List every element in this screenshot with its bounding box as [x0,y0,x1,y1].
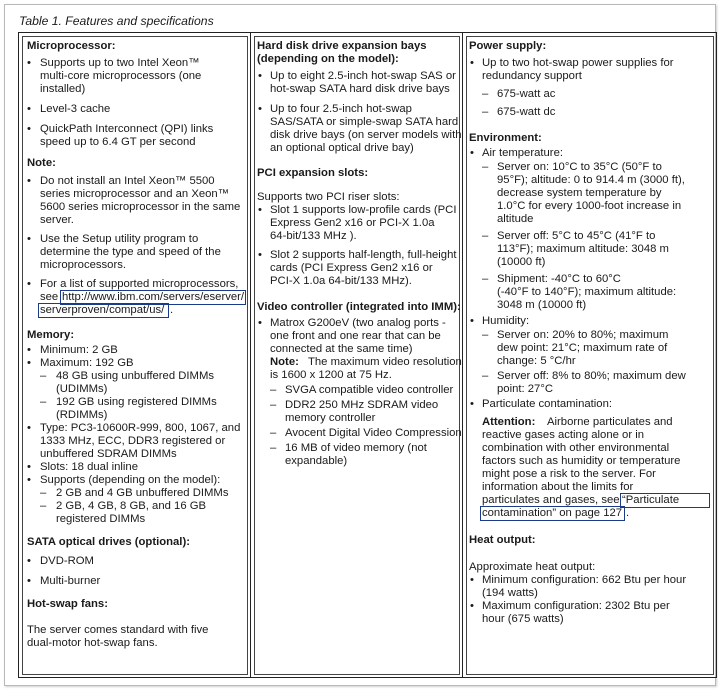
table-column-2 [251,33,463,677]
text-line: Up to two hot-swap power supplies for [482,57,674,69]
dash: – [482,370,489,382]
text-line: Humidity: [482,315,530,327]
microprocessor-heading: Microprocessor: [27,40,116,52]
power-heading: Power supply: [469,40,547,52]
bullet: • [258,103,262,115]
column-1-cell [22,36,248,675]
bullet: • [27,422,31,434]
text-line: QuickPath Interconnect (QPI) links [40,123,214,135]
text-line: one front and one rear that can be [270,330,441,342]
text-line: particulates and gases, see [482,494,620,506]
text-line: see [40,291,59,303]
text-line: DDR2 250 MHz SDRAM video [285,399,439,411]
note-heading: Note: [27,157,56,169]
text-line: factors such as humidity or temperature [482,455,681,467]
text-line: multi-core microprocessors (one [40,70,202,82]
text-line: (UDIMMs) [56,383,108,395]
sata-heading: SATA optical drives (optional): [27,536,190,548]
text-line: Type: PC3-10600R-999, 800, 1067, and [40,422,241,434]
text-line: For a list of supported microprocessors, [40,278,239,290]
pci-heading: PCI expansion slots: [257,167,369,179]
bullet: • [258,70,262,82]
bullet: • [258,317,262,329]
text-line: dual-motor hot-swap fans. [27,637,158,649]
text-line: registered DIMMs [56,513,146,525]
text-line: Up to eight 2.5-inch hot-swap SAS or [270,70,456,82]
text-line: an optional optical drive bay) [270,142,414,154]
text-line: 16 MB of video memory (not [285,442,427,454]
bullet: • [470,398,474,410]
text-line: 1.0°C for every 1000-foot increase in [497,200,682,212]
dash: – [482,106,489,118]
contamination-link-line-1[interactable]: “Particulate [622,494,680,506]
text-line: series microprocessor and an Xeon™ [40,188,229,200]
bullet: • [470,315,474,327]
text-line: information about the limits for [482,481,634,493]
text-line: . [170,304,174,316]
bullet: • [27,175,31,187]
text-line: PCI-X 1.0a 64-bit/133 MHz). [270,275,412,287]
text-line: (194 watts) [482,587,538,599]
text-line: Server off: 5°C to 45°C (41°F to [497,230,656,242]
contamination-link-line-2[interactable]: contamination” on page 127 [482,507,623,519]
text-line: Express Gen2 x16 or PCI-X 1.0a [270,217,435,229]
text-line: Slot 2 supports half-length, full-height [270,249,457,261]
text-line: Server on: 10°C to 35°C (50°F to [497,161,662,173]
text-line: 113°F); maximum altitude: 3048 m [497,243,669,255]
text-line: cards (PCI Express Gen2 x16 or [270,262,433,274]
environment-heading: Environment: [469,132,542,144]
text-line: (10000 ft) [497,256,546,268]
dash: – [40,396,47,408]
bullet: • [27,278,31,290]
bullet: • [258,249,262,261]
dash: – [482,329,489,341]
bullet: • [470,600,474,612]
text-line: Supports up to two Intel Xeon™ [40,57,200,69]
bullet: • [27,233,31,245]
dash: – [270,399,277,411]
text-line: Supports two PCI riser slots: [257,191,400,203]
bullet: • [27,575,31,587]
bullet: • [470,574,474,586]
column-3-cell [466,36,714,675]
text-line: (RDIMMs) [56,409,108,421]
text-line: reactive gases acting alone or in [482,429,645,441]
table-column-1 [19,33,251,677]
text-line: Up to four 2.5-inch hot-swap [270,103,412,115]
table-caption: Table 1. Features and specifications [19,14,214,28]
dash: – [482,88,489,100]
text-line: 48 GB using unbuffered DIMMs [56,370,215,382]
text-line: 3048 m (10000 ft) [497,299,587,311]
text-line: 675-watt ac [497,88,556,100]
text-line: altitude [497,213,534,225]
text-line: installed) [40,83,86,95]
dash: – [482,273,489,285]
text-line: Maximum: 192 GB [40,357,134,369]
bullet: • [27,357,31,369]
text-line: Air temperature: [482,147,563,159]
text-line: change: 5 °C/hr [497,355,576,367]
text-line: Shipment: -40°C to 60°C [497,273,621,285]
text-line: 2 GB and 4 GB unbuffered DIMMs [56,487,229,499]
text-line: speed up to 6.4 GT per second [40,136,196,148]
bullet: • [27,555,31,567]
text-line: disk drive bays (on server models with [270,129,462,141]
hdd-heading-line-1: Hard disk drive expansion bays [257,40,427,52]
features-table [18,32,717,678]
text-line: dew point: 21°C; maximum rate of [497,342,668,354]
hdd-heading-line-2: (depending on the model): [257,53,399,65]
bullet: • [27,103,31,115]
dash: – [40,370,47,382]
text-line: 2 GB, 4 GB, 8 GB, and 16 GB [56,500,207,512]
text-line: Server off: 8% to 80%; maximum dew [497,370,686,382]
text-line: 64-bit/133 MHz ). [270,230,357,242]
text-line: Minimum configuration: 662 Btu per hour [482,574,687,586]
text-line: (-40°F to 140°F); maximum altitude: [497,286,677,298]
text-line: Avocent Digital Video Compression [285,427,462,439]
dash: – [270,427,277,439]
text-line: might pose a risk to the server. For [482,468,656,480]
text-line: Particulate contamination: [482,398,612,410]
heat-output-heading: Heat output: [469,534,536,546]
serverproven-link-line-2[interactable]: serverproven/compat/us/ [40,304,165,316]
column-2-cell [254,36,460,675]
text-line: Do not install an Intel Xeon™ 5500 [40,175,215,187]
text-line: expandable) [285,455,348,467]
bullet: • [470,147,474,159]
text-line: Approximate heat output: [469,561,596,573]
text-line: Use the Setup utility program to [40,233,199,245]
dash: – [270,384,277,396]
fans-heading: Hot-swap fans: [27,598,108,610]
text-line: server. [40,214,74,226]
bullet: • [27,461,31,473]
bullet: • [258,204,262,216]
text-line: 192 GB using registered DIMMs [56,396,217,408]
text-line: Server on: 20% to 80%; maximum [497,329,669,341]
text-line: hour (675 watts) [482,613,564,625]
text-line: 5600 series microprocessor in the same [40,201,241,213]
text-line: Slot 1 supports low-profile cards (PCI [270,204,457,216]
text-line: connected at the same time) [270,343,413,355]
text-line: The server comes standard with five [27,624,209,636]
text-line: Matrox G200eV (two analog ports - [270,317,446,329]
bullet: • [27,474,31,486]
text-line: determine the type and speed of the [40,246,221,258]
text-line: unbuffered SDRAM DIMMs [40,448,177,460]
document-frame [4,4,716,686]
text-line: . [626,507,630,519]
bullet: • [27,57,31,69]
text-line: combination with other environmental [482,442,670,454]
serverproven-link-line-1[interactable]: http://www.ibm.com/servers/eserver/ [62,291,245,303]
bullet: • [27,344,31,356]
dash: – [40,500,47,512]
video-note-label: Note: [270,356,299,368]
video-heading: Video controller (integrated into IMM): [257,301,461,313]
text-line: SAS/SATA or simple-swap SATA hard [270,116,459,128]
text-line: 95°F); altitude: 0 to 914.4 m (3000 ft), [497,174,685,186]
dash: – [482,230,489,242]
text-line: hot-swap SATA hard disk drive bays [270,83,450,95]
text-line: point: 27°C [497,383,554,395]
text-line: redundancy support [482,70,582,82]
text-line: SVGA compatible video controller [285,384,454,396]
dash: – [482,161,489,173]
dash: – [270,442,277,454]
text-line: is 1600 x 1200 at 75 Hz. [270,369,392,381]
bullet: • [470,57,474,69]
text-line: Multi-burner [40,575,101,587]
memory-heading: Memory: [27,329,75,341]
text-line: memory controller [285,412,376,424]
text-line: Slots: 18 dual inline [40,461,138,473]
dash: – [40,487,47,499]
text-line: Maximum configuration: 2302 Btu per [482,600,670,612]
text-line: Airborne particulates and [547,416,673,428]
text-line: 1333 MHz, ECC, DDR3 registered or [40,435,226,447]
text-line: Level-3 cache [40,103,111,115]
bullet: • [27,123,31,135]
text-line: microprocessors. [40,259,127,271]
text-line: Minimum: 2 GB [40,344,118,356]
text-line: DVD-ROM [40,555,94,567]
text-line: Supports (depending on the model): [40,474,221,486]
attention-label: Attention: [482,416,536,428]
text-line: The maximum video resolution [308,356,462,368]
table-column-3 [463,33,716,677]
text-line: 675-watt dc [497,106,556,118]
text-line: decrease system temperature by [497,187,662,199]
